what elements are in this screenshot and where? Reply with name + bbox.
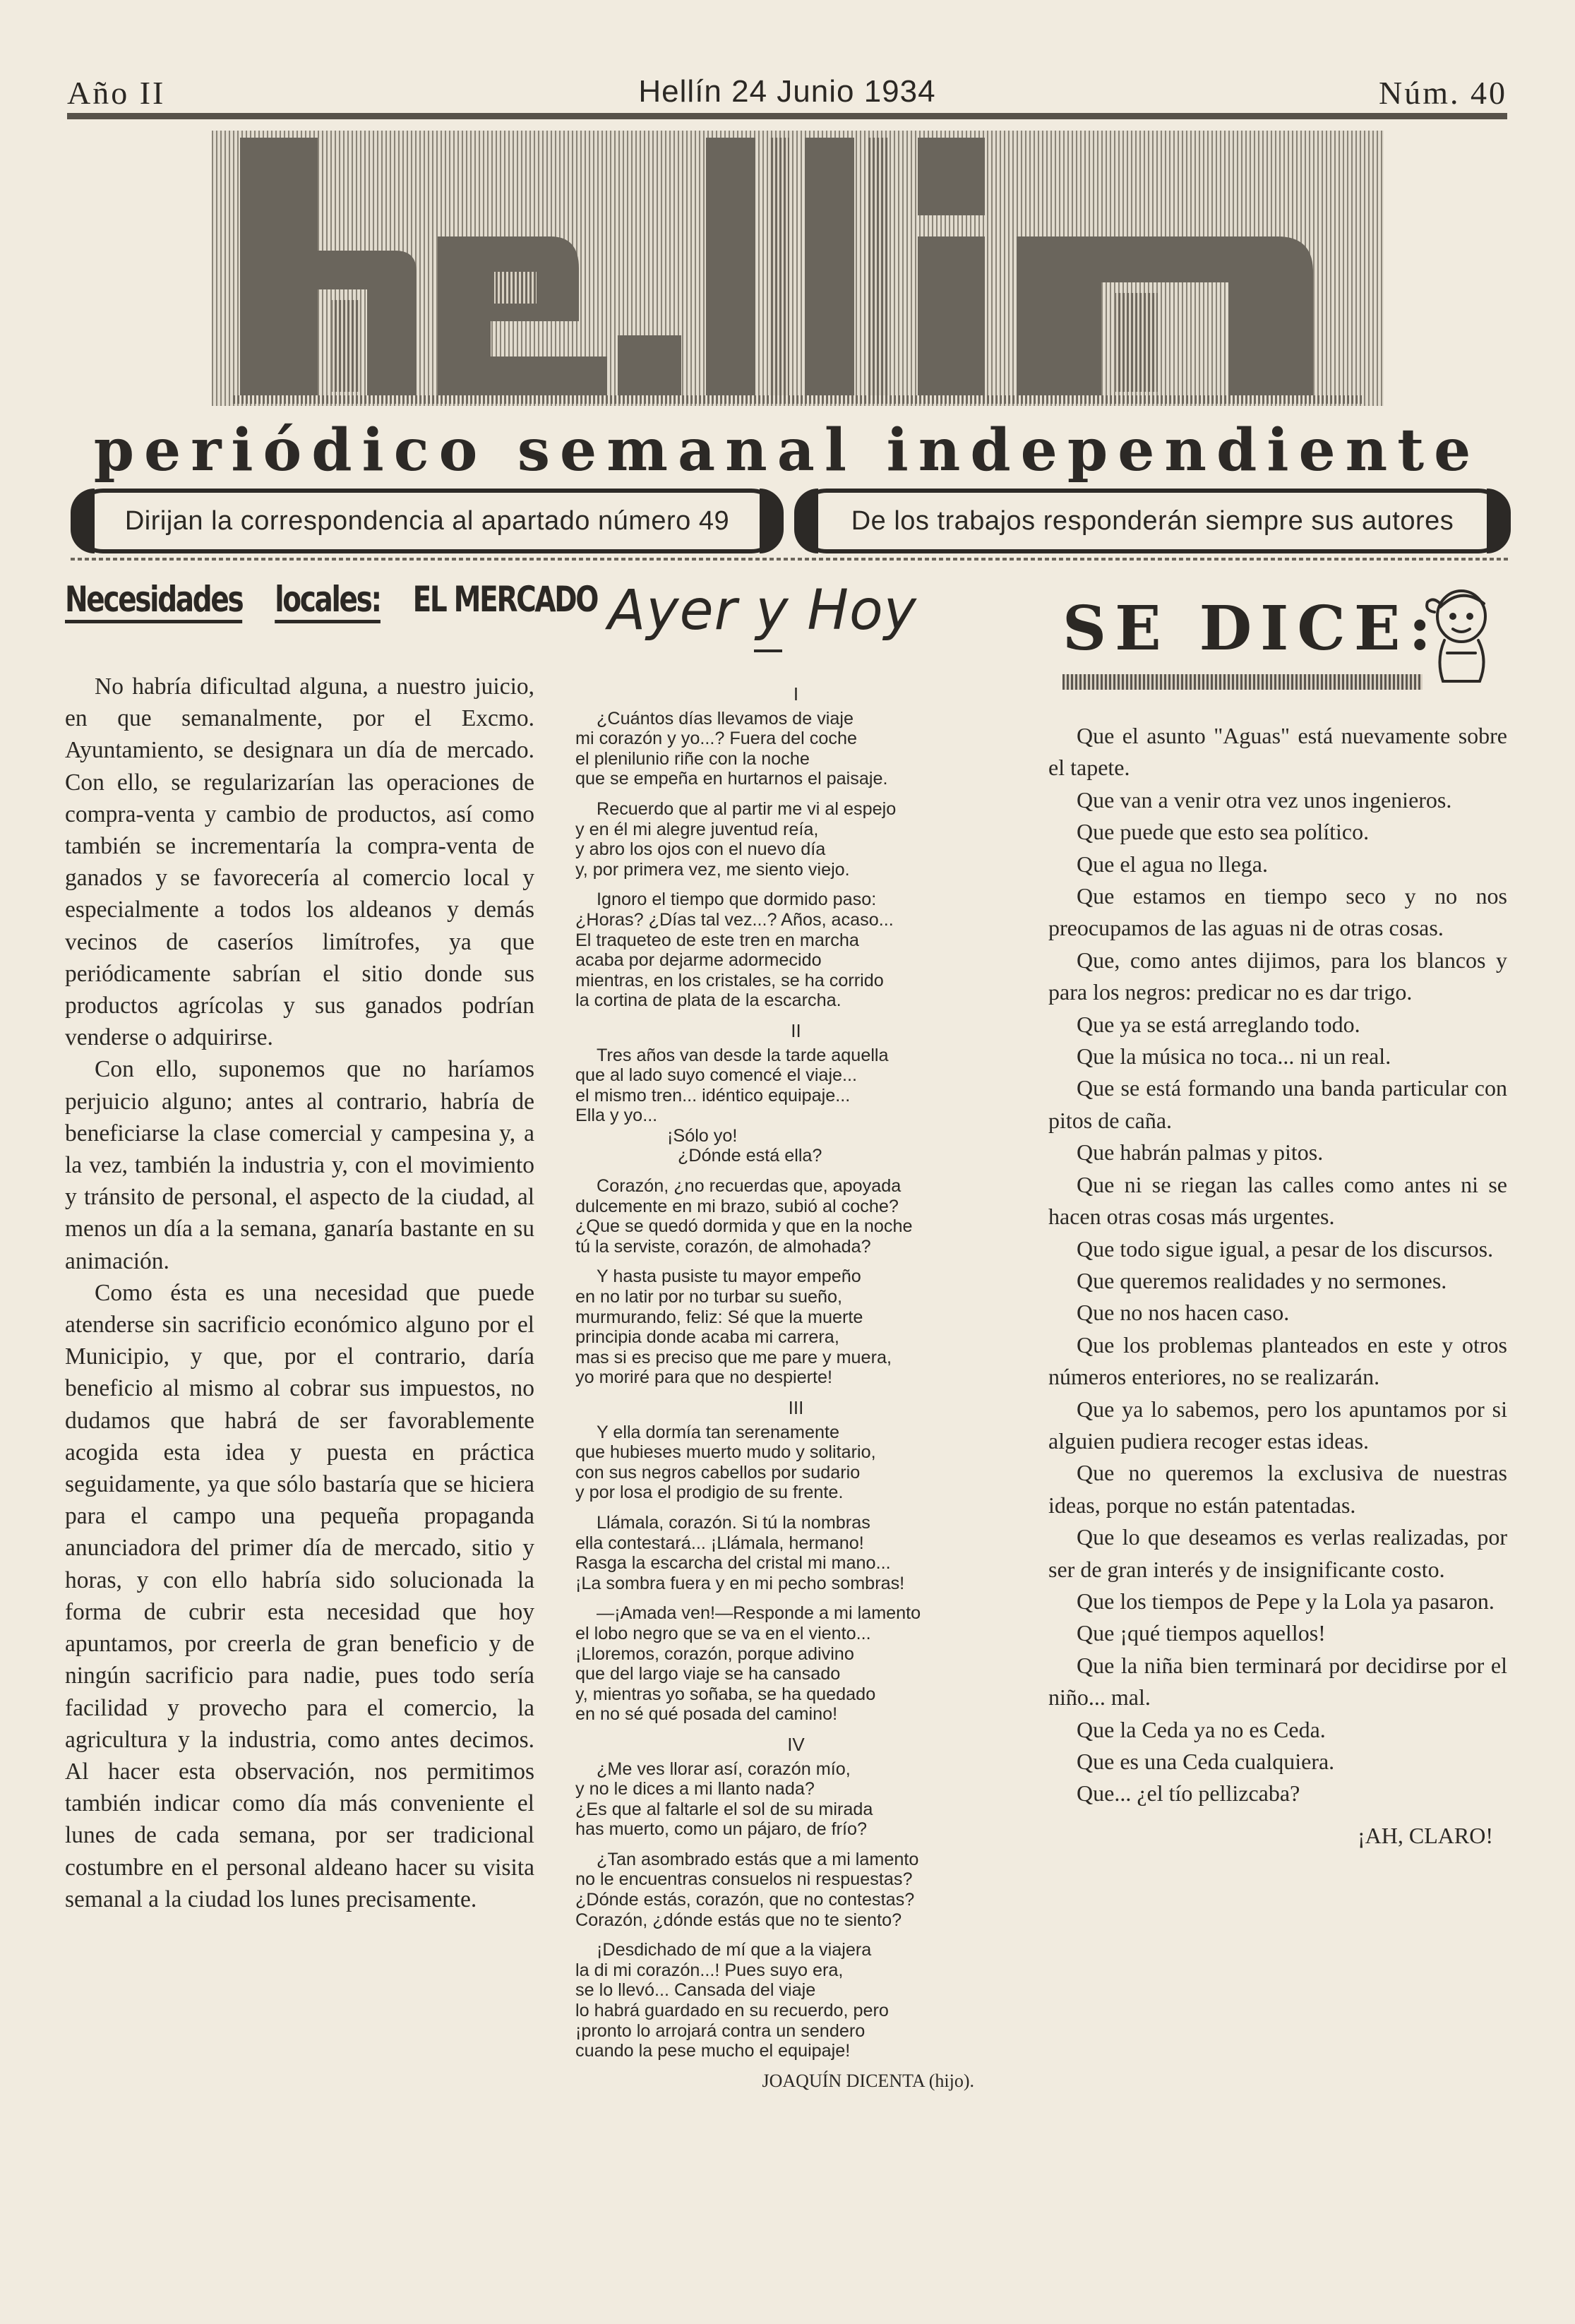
- masthead-baseline: [233, 395, 1363, 404]
- top-line: [67, 74, 1507, 116]
- poem-line: El traqueteo de este tren en marcha: [575, 930, 859, 950]
- poem-line: lo habrá guardado en su recuerdo, pero: [575, 2001, 889, 2021]
- year-label: Año II: [67, 75, 166, 111]
- poem-line: has muerto, como un pájaro, de frío?: [575, 1819, 868, 1840]
- article-title-mercado: [65, 579, 598, 635]
- poem-line: mas si es preciso que me pare y muera,: [575, 1347, 892, 1367]
- issue-date: Hellín 24 Junio 1934: [638, 74, 936, 109]
- poem-line: que del largo viaje se ha cansado: [575, 1664, 841, 1684]
- se-dice-item: Que todo sigue igual, a pesar de los discursos.: [1077, 1235, 1494, 1262]
- poem-line: que se empeña en hurtarnos el paisaje.: [575, 769, 888, 789]
- poem-line: tú la serviste, corazón, de almohada?: [575, 1236, 871, 1257]
- poem-line: ¿Me ves llorar así, corazón mío,: [597, 1759, 851, 1779]
- poem-line: —¡Amada ven!—Responde a mi lamento: [597, 1603, 921, 1624]
- poem-line: y, mientras yo soñaba, se ha quedado: [575, 1684, 876, 1704]
- poem-section-numeral: I: [793, 683, 799, 705]
- poem-line: y por losa el prodigio de su frente.: [575, 1483, 844, 1503]
- poem-stanza: [575, 1513, 1017, 1593]
- poem-line: acaba por dejarme adormecido: [575, 950, 822, 971]
- poem-section-numeral: II: [791, 1019, 801, 1041]
- poem-line: ¡La sombra fuera y en mi pecho sombras!: [575, 1573, 905, 1593]
- se-dice-item: Que puede que esto sea político.: [1077, 819, 1370, 845]
- se-dice-item: Que los problemas planteados en este y otros números enteriores, no se realizarán.: [1048, 1331, 1507, 1390]
- se-dice-item: Que la música no toca... ni un real.: [1077, 1043, 1391, 1070]
- poem-line: ¿Dónde estás, corazón, que no contestas?: [575, 1890, 915, 1910]
- poem-line: y en él mi alegre juventud reía,: [575, 819, 819, 839]
- se-dice-item: Que ya lo sabemos, pero los apuntamos por si alguien pudiera recoger estas ideas.: [1048, 1396, 1507, 1454]
- article-title-part-c: EL MERCADO: [412, 579, 598, 620]
- se-dice-item: Que no queremos la exclusiva de nuestras ideas, porque no están patentadas.: [1048, 1460, 1507, 1518]
- se-dice-item: Que ni se riegan las calles como antes ni se hacen otras cosas más urgentes.: [1048, 1171, 1507, 1230]
- se-dice-item: Que habrán palmas y pitos.: [1077, 1139, 1324, 1166]
- poem-line: ¡Lloremos, corazón, porque adivino: [575, 1643, 854, 1664]
- poem-stanza: [575, 1850, 1017, 1930]
- pill-cap-left: [794, 489, 818, 553]
- poem-line: ¿Tan asombrado estás que a mi lamento: [597, 1849, 919, 1869]
- se-dice-item: Que la Ceda ya no es Ceda.: [1077, 1716, 1326, 1742]
- se-dice-item: Que se está formando una banda particular con pitos de caña.: [1048, 1075, 1507, 1133]
- poem-line: no le encuentras consuelos ni respuestas?: [575, 1869, 913, 1890]
- notice-authors-text: De los trabajos responderán siempre sus autores: [851, 505, 1454, 536]
- poem-line: Ignoro el tiempo que dormido paso:: [597, 890, 877, 910]
- poem-line: ¿Dónde está ella?: [678, 1146, 822, 1166]
- poem-line: Recuerdo que al partir me vi al espejo: [597, 798, 897, 819]
- poem-line: ¡pronto lo arrojará contra un sendero: [575, 2020, 866, 2041]
- se-dice-body: [1048, 720, 1507, 1852]
- poem-line: se lo llevó... Cansada del viaje: [575, 1980, 816, 2001]
- poem-stanza: [575, 890, 1017, 1011]
- poem-line: ¡Desdichado de mí que a la viajera: [597, 1940, 872, 1960]
- poem-line: Corazón, ¿no recuerdas que, apoyada: [597, 1176, 902, 1197]
- poem-stanza: [575, 1422, 1017, 1503]
- se-dice-item: Que ya se está arreglando todo.: [1077, 1011, 1360, 1037]
- article-paragraph: Como ésta es una necesidad que puede atenderse sin sacrificio económico alguno por el Municipio, y que, por el contrario, daría beneficio al mismo al cobrar sus impuestos, no dudamos que habrá de ser favorablemente acogida esta idea y puesta en práctica seguidamente, ya que sólo bastaría que se hiciera para el campo una pequeña propaganda anunciadora del primer día de mercado, sitio y horas, y con ello habría sido solucionada la forma de cubrir esta necesidad que hoy apuntamos, por creerla de gran beneficio y de ningún sacrificio para nadie, pues todo sería facilidad y provecho para el comercio, la agricultura y la industria, como antes decimos. Al hacer esta observación, nos permitimos también indicar como día más conveniente el lunes de cada semana, por ser tradicional costumbre en el personal aldeano hacer su visita semanal a la ciudad los lunes precisamente.: [65, 1279, 534, 1912]
- poem-line: mientras, en los cristales, se ha corrido: [575, 970, 884, 990]
- se-dice-item: Que lo que deseamos es verlas realizadas, por ser de gran interés y de insignificante costo.: [1048, 1524, 1507, 1582]
- poem-line: y, por primera vez, me siento viejo.: [575, 859, 850, 880]
- poem-line: ¿Horas? ¿Días tal vez...? Años, acaso...: [575, 909, 894, 930]
- gossip-figure-icon: [1419, 582, 1504, 688]
- poem-line: el lobo negro que se va en el viento...: [575, 1623, 871, 1643]
- poem-line: Corazón, ¿dónde estás que no te siento?: [575, 1910, 902, 1930]
- poem-line: yo moriré para que no despierte!: [575, 1367, 833, 1388]
- header-divider: [71, 558, 1511, 561]
- poem-stanza: [575, 1266, 1017, 1388]
- poem-section-numeral: III: [788, 1397, 804, 1418]
- masthead-logo: [212, 131, 1384, 406]
- se-dice-item: Que... ¿el tío pellizcaba?: [1077, 1780, 1300, 1807]
- se-dice-item: Que el agua no llega.: [1077, 851, 1268, 877]
- pill-cap-right: [1487, 489, 1511, 553]
- poem-line: en no latir por no turbar su sueño,: [575, 1287, 843, 1307]
- poem-line: Y ella dormía tan serenamente: [597, 1422, 839, 1442]
- poem-line: y no le dices a mi llanto nada?: [575, 1779, 815, 1799]
- poem-body: [575, 681, 1017, 2091]
- poem-author: JOAQUÍN DICENTA (hijo).: [762, 2070, 974, 2091]
- gossip-figure-graphic: [1419, 582, 1504, 688]
- poem-line: dulcemente en mi brazo, subió al coche?: [575, 1196, 899, 1216]
- poem-stanza: [575, 1940, 1017, 2061]
- poem-stanza: [575, 1176, 1017, 1257]
- notice-correspondence: [71, 489, 784, 553]
- poem-line: que al lado suyo comencé el viaje...: [575, 1065, 858, 1086]
- poem-stanza: [575, 1046, 1017, 1167]
- poem-line: ¿Cuántos días llevamos de viaje: [597, 708, 854, 729]
- se-dice-item: Que estamos en tiempo seco y no nos preocupamos de las aguas ni de otras cosas.: [1048, 883, 1507, 941]
- notice-authors: [794, 489, 1511, 553]
- se-dice-bar: [1062, 674, 1423, 690]
- article-title-part-a: Necesidades: [65, 579, 242, 623]
- poem-line: Rasga la escarcha del cristal mi mano...: [575, 1553, 891, 1574]
- poem-line: el mismo tren... idéntico equipaje...: [575, 1085, 851, 1106]
- se-dice-item: Que, como antes dijimos, para los blancos y para los negros: predicar no es dar trigo.: [1048, 947, 1507, 1005]
- poem-line: principia donde acaba mi carrera,: [575, 1327, 839, 1348]
- poem-line: Tres años van desde la tarde aquella: [597, 1045, 889, 1065]
- se-dice-item: Que es una Ceda cualquiera.: [1077, 1749, 1335, 1774]
- article-mercado-body: [65, 671, 534, 1915]
- poem-line: la cortina de plata de la escarcha.: [575, 990, 842, 1011]
- se-dice-item: Que los tiempos de Pepe y la Lola ya pasaron.: [1077, 1588, 1495, 1614]
- se-dice-item: Que no nos hacen caso.: [1077, 1300, 1290, 1326]
- article-paragraph: No habría dificultad alguna, a nuestro juicio, en que semanalmente, por el Excmo. Ayuntamiento, se designara un día de mercado. Con ello, se regularizarían las operaciones de compra-venta y cambio de productos, así como también se incrementaría la compra-venta de ganados y se favorecería al comercio local y especialmente a todos los aldeanos y demás vecinos de caseríos limítrofes, ya que periódicamente sabrían el sitio donde sus productos agrícolas y sus ganados podrían venderse o adquirirse.: [65, 673, 534, 1051]
- poem-title: Ayer y Hoy: [608, 579, 917, 642]
- poem-stanza: [575, 1603, 1017, 1725]
- poem-title-underline: [754, 649, 782, 652]
- se-dice-item: Que el asunto "Aguas" está nuevamente sobre el tapete.: [1048, 723, 1507, 781]
- se-dice-item: Que la niña bien terminará por decidirse por el niño... mal.: [1048, 1652, 1507, 1711]
- pill-cap-left: [71, 489, 95, 553]
- issue-number: Núm. 40: [1379, 75, 1507, 111]
- poem-stanza: [575, 799, 1017, 880]
- se-dice-item: Que ¡qué tiempos aquellos!: [1077, 1620, 1326, 1646]
- poem-line: con sus negros cabellos por sudario: [575, 1462, 861, 1483]
- poem-line: murmurando, feliz: Sé que la muerte: [575, 1307, 863, 1327]
- poem-line: que hubieses muerto mudo y solitario,: [575, 1442, 876, 1463]
- poem-line: ¿Que se quedó dormida y que en la noche: [575, 1216, 913, 1237]
- poem-line: el plenilunio riñe con la noche: [575, 748, 810, 769]
- poem-line: Ella y yo...: [575, 1106, 658, 1126]
- poem-line: ¡Sólo yo!: [667, 1125, 738, 1146]
- se-dice-title: SE DICE:: [1062, 593, 1440, 664]
- poem-section-numeral: IV: [787, 1733, 805, 1755]
- se-dice-item: Que queremos realidades y no sermones.: [1077, 1267, 1447, 1293]
- poem-line: en no sé qué posada del camino!: [575, 1704, 838, 1725]
- poem-line: mi corazón y yo...? Fuera del coche: [575, 729, 857, 749]
- masthead-subtitle: periódico semanal independiente: [93, 417, 1481, 484]
- poem-line: la di mi corazón...! Pues suyo era,: [575, 1960, 844, 1980]
- se-dice-item: Que van a venir otra vez unos ingenieros.: [1077, 786, 1452, 813]
- poem-stanza: [575, 1759, 1017, 1840]
- article-title-part-b: locales:: [275, 579, 381, 623]
- poem-line: Llámala, corazón. Si tú la nombras: [597, 1512, 870, 1533]
- article-paragraph: Con ello, suponemos que no haríamos perjuicio alguno; antes al contrario, habría de beneficiarse la clase comercial y campesina y, a la vez, también la industria y, con el movimiento y tránsito de personal, el aspecto de la ciudad, al menos un día a la semana, ganaría bastante en su animación.: [65, 1056, 534, 1274]
- poem-stanza: [575, 709, 1017, 789]
- top-rule: [67, 113, 1507, 119]
- pill-cap-right: [760, 489, 784, 553]
- masthead-logo-graphic: [212, 131, 1384, 406]
- poem-line: ella contestará... ¡Llámala, hermano!: [575, 1533, 864, 1553]
- poem-line: Y hasta pusiste tu mayor empeño: [597, 1266, 861, 1287]
- notice-correspondence-text: Dirijan la correspondencia al apartado número 49: [124, 505, 730, 536]
- poem-line: y abro los ojos con el nuevo día: [575, 839, 826, 860]
- poem-line: ¿Es que al faltarle el sol de su mirada: [575, 1799, 873, 1819]
- se-dice-closing: ¡AH, CLARO!: [1358, 1822, 1493, 1848]
- poem-line: cuando la pese mucho el equipaje!: [575, 2041, 851, 2061]
